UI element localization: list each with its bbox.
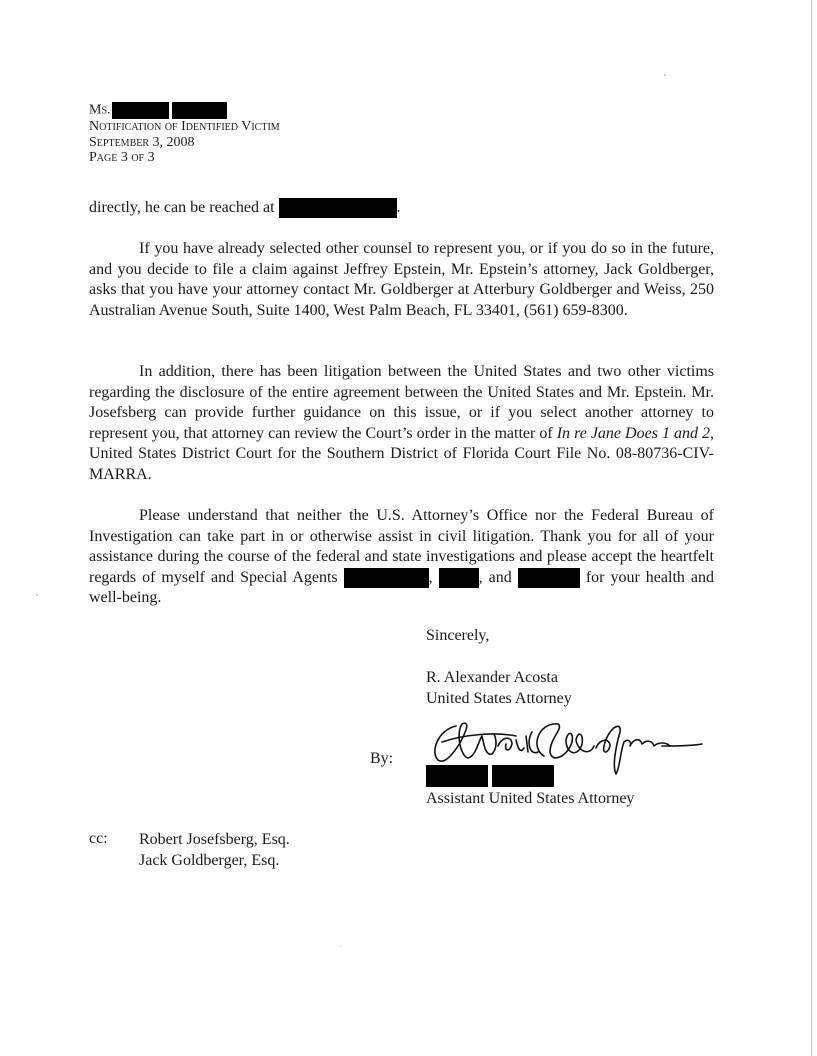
redaction-box — [492, 765, 554, 787]
scan-speck — [340, 946, 341, 947]
cc-recipient: Robert Josefsberg, Esq. — [139, 831, 290, 848]
salutation-line — [89, 102, 280, 119]
redaction-box — [518, 568, 580, 588]
letter-date: September 3, 2008 — [89, 134, 195, 150]
closing-sincerely: Sincerely, — [426, 627, 490, 644]
page-number: Page 3 of 3 — [89, 150, 155, 165]
paragraph-4-end: for your health and well-being. — [89, 568, 715, 607]
paragraph-4-comma: , — [428, 568, 433, 586]
redaction-box — [344, 568, 429, 588]
cc-list — [139, 830, 290, 871]
redaction-box — [172, 102, 227, 119]
cc-label: cc: — [89, 830, 108, 847]
paragraph-4 — [89, 506, 714, 609]
case-name: In re Jane Does 1 and 2 — [556, 424, 711, 442]
paragraph-4-text: Please understand that neither the U.S. Attorney’s Office nor the Federal Bureau of Investigation can take part in or otherwise assist in civil litigation. Thank you for all of your assistance during the course of the federal and state investigations and please accept the heartfelt regards of myself and Special Agents — [89, 507, 714, 586]
scan-speck — [36, 594, 38, 596]
page-edge-line — [811, 0, 812, 1056]
signatory-title: United States Attorney — [426, 689, 572, 707]
by-label: By: — [370, 750, 394, 767]
paragraph-1-end: . — [396, 199, 401, 216]
cc-recipient: Jack Goldberger, Esq. — [139, 851, 280, 869]
signer-redacted-name — [426, 765, 554, 787]
salutation: Ms. — [89, 102, 111, 118]
paragraph-3-text: In addition, there has been litigation between the United States and two other victims regarding the disclosure of the entire agreement between the United States and Mr. Epstein. Mr. Josefsberg can provide further guidance on this issue, or if you select another attorney to represent you, that attorney can review the Court’s order in the matter of — [89, 363, 714, 442]
redaction-box — [439, 568, 479, 588]
scan-speck — [664, 74, 666, 76]
paragraph-1 — [89, 198, 714, 219]
paragraph-3 — [89, 362, 714, 486]
paragraph-2: If you have already selected other counsel to represent you, or if you do so in the future, and you decide to file a claim against Jeffrey Epstein, Mr. Epstein’s attorney, Jack Goldberger, asks that you have your attorney contact Mr. Goldberger at Atterbury Goldberger and Weiss, 250 Australian Avenue South, Suite 1400, West Palm Beach, FL 33401, (561) 659-8300. — [89, 240, 714, 319]
signer-title: Assistant United States Attorney — [426, 790, 635, 807]
paragraph-1-text: directly, he can be reached at — [89, 199, 275, 216]
redaction-box — [279, 198, 397, 218]
redaction-box — [112, 102, 169, 119]
letter-header — [89, 102, 280, 166]
signatory-name: R. Alexander Acosta — [426, 669, 558, 686]
letter-title: Notification of Identified Victim — [89, 119, 280, 134]
paragraph-4-and: , and — [478, 568, 512, 586]
paragraph-3-text-end: , United States District Court for the Southern District of Florida Court File No. 08-80736-CIV-MARRA. — [89, 424, 715, 483]
signatory-block — [426, 668, 572, 709]
redaction-box — [426, 765, 488, 787]
